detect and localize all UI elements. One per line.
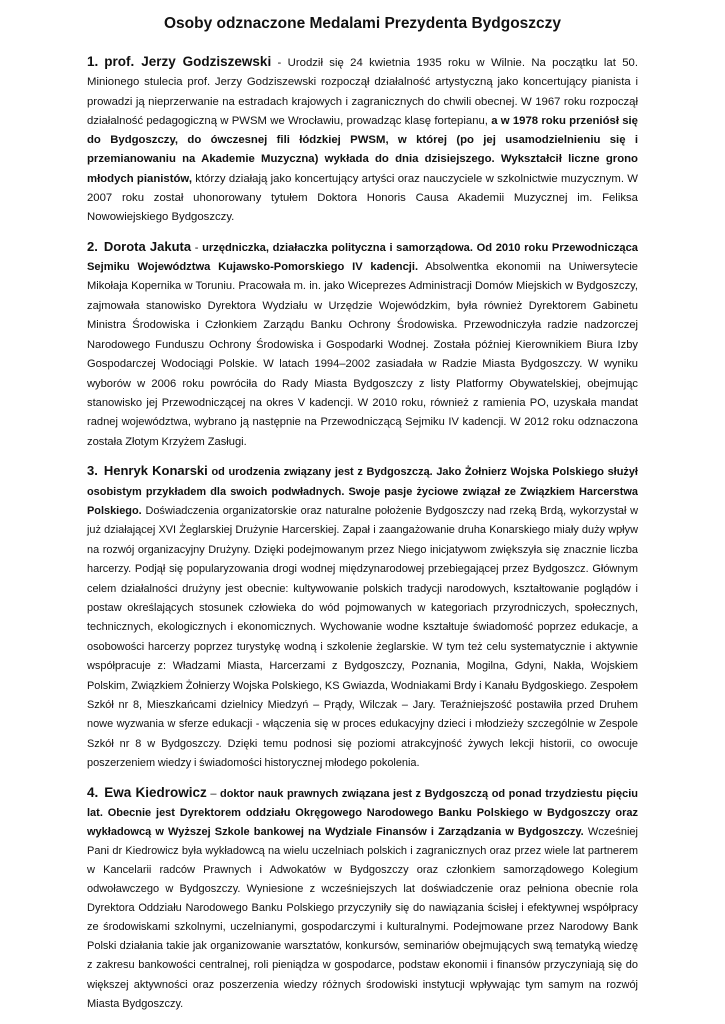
entry-number: 3.	[87, 463, 98, 479]
entry-paragraph	[87, 52, 638, 228]
entry-separator: -	[191, 241, 203, 254]
entry-text: którzy działają jako koncertujący artyści oraz nauczyciele w szkolnictwie muzycznym. W 2007 roku został uhonorowany tytułem Doktora Honoris Causa Akademii Muzycznej im. Feliksa Nowowiejskiego Bydgoszczy.	[87, 172, 638, 224]
entry-bold-text: doktor nauk prawnych związana jest z Bydgoszczą od ponad trzydziestu pięciu lat. Obecnie jest Dyrektorem oddziału Okręgowego Narodowego Banku Polskiego w Bydgoszczy oraz wykładowcą w Wyższej Szkole bankowej na Wydziale Finansów i Zarządzania w Bydgoszczy.	[87, 787, 638, 838]
entry-bold-text: urzędniczka, działaczka polityczna i samorządowa. Od 2010 roku Przewodnicząca Sejmiku Województwa Kujawsko-Pomorskiego IV kadencji.	[87, 241, 638, 274]
entry-text: Doświadczenia organizatorskie oraz naturalne położenie Bydgoszczy nad rzeką Brdą, wykorzystał w już działającej XVI Żeglarskiej Drużynie Harcerskiej. Zapał i zaangażowanie druha Konarskiego miały duży wpływ na rozwój organizacyjny Drużyny. Dzięki podejmowanym przez Niego inicjatywom zwiększyła się znacznie liczba harcerzy. Podjął się popularyzowania drogi wodnej międzynarodowej przebiegającej przez Bydgoszcz. Głównym celem działalności drużyny jest obecnie: kultywowanie polskich tradycji narodowych, kształtowanie poglądów i postaw określających stosunek człowieka do wód pojmowanych w kategoriach przyrodniczych, społecznych, technicznych, ekologicznych i ekonomicznych. Wychowanie wodne kształtuje świadomość poprzez edukacje, a osobowości harcerzy poprzez turystykę wodną i szkolenie żeglarskie. W tym też celu systematycznie i aktywnie współpracuje z: Władzami Miasta, Harcerzami z Bydgoszczy, Poznania, Mogilna, Gdyni, Nakła, Wojskiem Polskim, Związkiem Żołnierzy Wojska Polskiego, KS Gwiazda, Wodniakami Brdy i Kanału Bydgoskiego. Zespołem Szkół nr 8, Mieszkańcami dzielnicy Miedzyń – Prądy, Wilczak – Jary. Teraźniejszość postawiła przed Druhem nowe wyzwania w sferze edukacji - włączenia się w proces edukacyjny dzieci i młodzieży szczególnie w Zespole Szkół nr 8 w Bydgoszczy. Dzięki temu podnosi się poziomi atrakcyjność żywych lekcji historii, co owocuje poszerzeniem wiedzy i świadomości historycznej młodego pokolenia.	[87, 504, 638, 770]
entry-bold-text: od urodzenia związany jest z Bydgoszczą. Jako Żołnierz Wojska Polskiego służył osobistym przykładem dla swoich podwładnych. Swoje pasje życiowe związał ze Związkiem Harcerstwa Polskiego.	[87, 466, 638, 517]
entry-paragraph	[87, 237, 638, 452]
entry-number: 1.	[87, 54, 99, 69]
entry-paragraph	[87, 461, 638, 774]
entry-godziszewski	[87, 52, 638, 228]
entry-bold-text: a w 1978 roku przeniósł się do Bydgoszczy, do ówczesnej fili łódzkiej PWSM, w której (po jej usamodzielnieniu się i przemianowaniu na Akademie Muzyczna) wykłada do dnia dzisiejszego. Wykształcił liczne grono młodych pianistów,	[87, 114, 638, 185]
entry-number: 2.	[87, 238, 98, 254]
entry-kiedrowicz	[87, 783, 638, 1014]
entry-name: Ewa Kiedrowicz	[104, 784, 207, 800]
entry-text: Wcześniej Pani dr Kiedrowicz była wykładowcą na wielu uczelniach polskich i zagranicznych oraz przez wiele lat partnerem w Kancelarii radców Prawnych i Adwokatów w Bydgoszczy oraz członkiem samorządowego Kolegium odwoławczego w Bydgoszczy. Wyniesione z wcześniejszych lat doświadczenie oraz pełniona obecnie rola Dyrektora Oddziału Narodowego Banku Polskiego przyczyniły się do nawiązania ścisłej i efektywnej współpracy ze środowiskami szkolnymi, uczelnianymi, gospodarczymi i kulturalnymi. Podejmowane przez Narodowy Bank Polski działania takie jak organizowanie warsztatów, konkursów, seminariów obejmujących swą tematyką wiedzę z zakresu bankowości centralnej, roli pieniądza w gospodarce, podstaw ekonomii i finansów przyczyniają się do większej aktywności oraz poszerzenia wiedzy różnych środowiski instytucji wpływając tym samym na rozwój Miasta Bydgoszczy.	[87, 825, 638, 1010]
entry-konarski	[87, 461, 638, 774]
entry-separator: -	[271, 57, 288, 69]
page-title: Osoby odznaczone Medalami Prezydenta Bydgoszczy	[163, 15, 562, 32]
entry-text: Absolwentka ekonomii na Uniwersytecie Mikołaja Kopernika w Toruniu. Pracowała m. in. jako Wiceprezes Administracji Domów Miejskich w Bydgoszczy, zajmowała stanowisko Dyrektora Wydziału w Urzędzie Wojewódzkim, była również Dyrektorem Gabinetu Ministra Środowiska i Członkiem Zarządu Banku Ochrony Środowiska. Przewodniczyła radzie nadzorczej Narodowego Funduszu Ochrony Środowiska i Gospodarki Wodnej. Została później Kierownikiem Biura Izby Gospodarczej Wodociągi Polskie. W latach 1994–2002 zasiadała w Radzie Miasta Bydgoszczy. W wyniku wyborów w 2006 roku powróciła do Rady Miasta Bydgoszczy z listy Platformy Obywatelskiej, obejmując stanowisko jej Przewodniczącej na okres V kadencji. W 2010 roku, również z ramienia PO, uzyskała mandat radnej województwa, wybrano ją następnie na Przewodniczącą Sejmiku IV kadencji. W 2012 roku odznaczona została Złotym Krzyżem Zasługi.	[87, 261, 638, 448]
entry-paragraph	[87, 783, 638, 1014]
entry-jakuta	[87, 237, 638, 452]
entry-separator: –	[206, 787, 220, 800]
entry-name: Henryk Konarski	[103, 463, 208, 479]
entry-text: Urodził się 24 kwietnia 1935 roku w Wilnie. Na początku lat 50. Minionego stulecia prof. Jerzy Godziszewski rozpoczął działalność artystyczną jako koncertujący pianista i prowadzi ją nieprzerwanie na estradach krajowych i zagranicznych do chwili obecnej. W 1967 roku rozpoczął działalność pedagogiczną w PWSM we Wrocławiu, prowadząc klasę fortepianu,	[87, 57, 638, 127]
entry-name: Dorota Jakuta	[103, 238, 192, 254]
entry-name: prof. Jerzy Godziszewski	[104, 54, 272, 69]
entry-number: 4.	[87, 784, 99, 800]
